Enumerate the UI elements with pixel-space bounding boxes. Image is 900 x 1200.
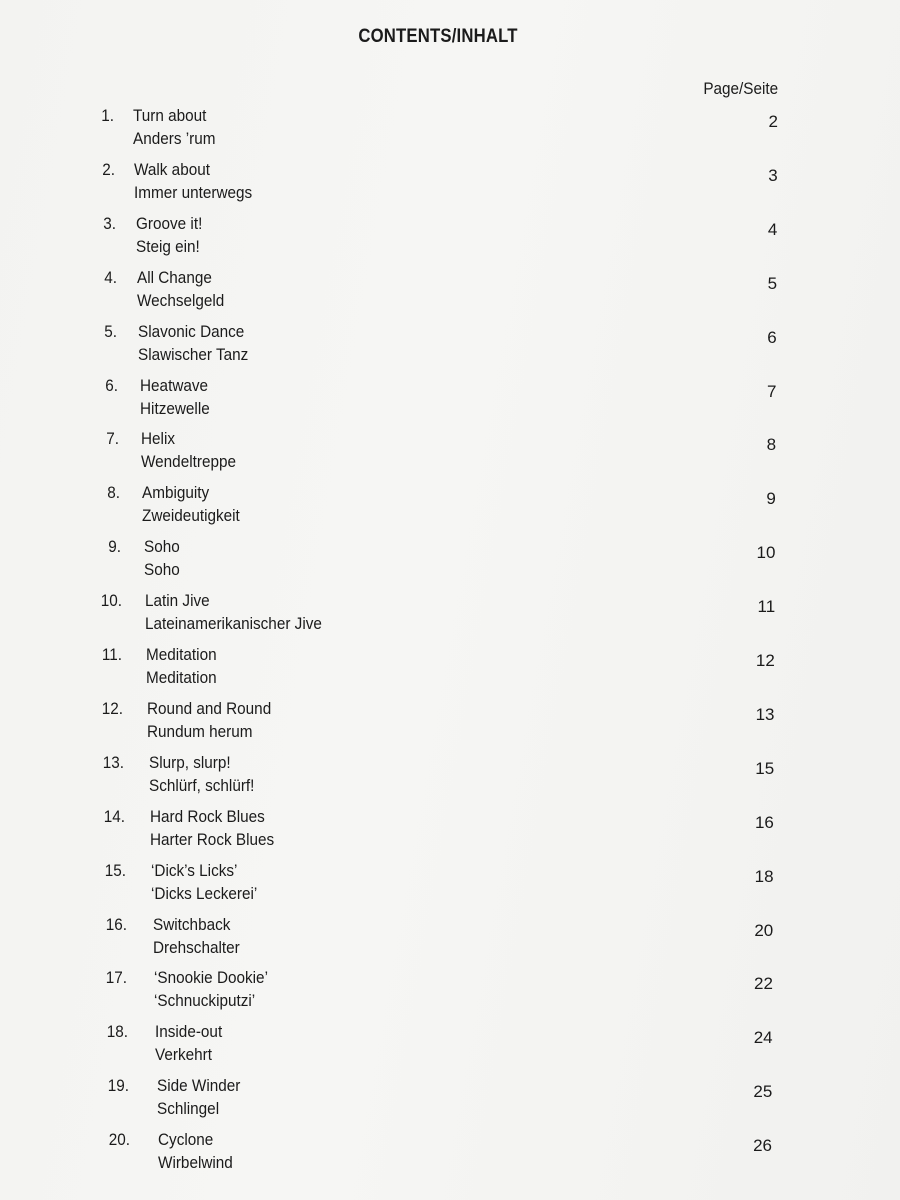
entry-page-number: 13 [755, 704, 775, 724]
list-item [0, 106, 900, 152]
list-item [0, 537, 900, 583]
entry-number: 6. [105, 375, 119, 395]
list-item [0, 160, 900, 206]
entry-page-number: 26 [753, 1136, 772, 1156]
entry-title-english: Turn about [133, 106, 207, 125]
entry-page-number: 15 [755, 758, 775, 778]
entry-number: 16. [105, 914, 127, 934]
entry-title-german: Soho [143, 560, 180, 580]
entry-number: 17. [106, 968, 128, 988]
list-item [0, 645, 900, 691]
list-item [0, 429, 900, 475]
entry-title-german: Anders ’rum [133, 129, 216, 148]
entry-title-english: Latin Jive [144, 591, 210, 611]
entry-title-german: Wirbelwind [158, 1153, 233, 1173]
entry-page-number: 12 [755, 651, 775, 670]
entry-title-german: Wendeltreppe [140, 452, 236, 472]
list-item [0, 915, 900, 961]
entry-page-number: 8 [766, 435, 777, 455]
entry-number: 7. [106, 429, 120, 449]
page-column-header: Page/Seite [703, 79, 778, 98]
entry-number: 13. [102, 752, 125, 772]
entry-page-number: 3 [768, 165, 778, 185]
entry-title-english: Groove it! [135, 213, 202, 233]
entry-title-english: Inside-out [155, 1022, 223, 1042]
list-item [0, 322, 900, 368]
entry-title-german: Meditation [146, 668, 217, 687]
entry-page-number: 7 [766, 381, 777, 401]
entry-number: 11. [102, 645, 123, 664]
entry-title-english: Walk about [134, 159, 211, 179]
entry-title-english: ‘Dick’s Licks’ [151, 860, 238, 880]
entry-number: 5. [104, 321, 118, 341]
entry-title-english: All Change [136, 267, 212, 287]
entry-number: 9. [107, 537, 121, 557]
entry-title-german: Schlürf, schlürf! [148, 775, 255, 795]
list-item [0, 699, 900, 745]
entry-title-german: Immer unterwegs [134, 182, 253, 202]
entry-page-number: 25 [753, 1082, 773, 1102]
entry-number: 15. [104, 860, 126, 880]
entry-page-number: 11 [757, 597, 776, 617]
entry-number: 19. [107, 1076, 130, 1096]
entry-number: 2. [102, 159, 115, 179]
entry-title-german: Slawischer Tanz [138, 344, 249, 364]
entry-number: 10. [100, 591, 122, 611]
entry-title-german: Steig ein! [135, 236, 200, 256]
list-item [0, 268, 900, 314]
entry-title-german: ‘Schnuckiputzi’ [154, 991, 256, 1011]
entry-page-number: 6 [767, 327, 777, 347]
entry-title-english: ‘Snookie Dookie’ [154, 968, 269, 988]
entry-page-number: 2 [768, 112, 778, 131]
page-title: CONTENTS/INHALT [358, 26, 518, 47]
list-item [0, 753, 900, 799]
entry-number: 1. [101, 106, 114, 125]
list-item [0, 807, 900, 853]
list-item [0, 591, 900, 637]
entry-title-english: Helix [140, 429, 175, 449]
entry-title-english: Side Winder [156, 1076, 241, 1096]
entry-page-number: 10 [756, 543, 776, 563]
entry-title-german: Lateinamerikanischer Jive [144, 614, 322, 634]
list-item [0, 483, 900, 529]
list-item [0, 1022, 900, 1068]
entry-title-german: Verkehrt [155, 1045, 213, 1065]
list-item [0, 968, 900, 1014]
list-item [0, 861, 900, 907]
entry-title-german: Harter Rock Blues [150, 829, 275, 849]
list-item [0, 1076, 900, 1122]
entry-title-english: Meditation [146, 645, 217, 664]
list-item [0, 376, 900, 422]
entry-title-german: Wechselgeld [136, 290, 225, 310]
list-item [0, 1130, 900, 1176]
entry-title-german: Zweideutigkeit [142, 506, 241, 526]
entry-title-english: Switchback [152, 914, 231, 934]
entry-title-german: ‘Dicks Leckerei’ [151, 883, 258, 903]
entry-page-number: 22 [754, 974, 773, 994]
entry-page-number: 18 [754, 866, 774, 886]
entry-number: 3. [102, 213, 116, 233]
entry-title-english: Cyclone [158, 1130, 214, 1150]
entry-title-german: Hitzewelle [139, 398, 210, 418]
entry-title-english: Hard Rock Blues [150, 806, 265, 826]
entry-page-number: 9 [766, 489, 776, 509]
entry-number: 18. [107, 1022, 129, 1042]
entry-title-english: Heatwave [139, 375, 208, 395]
entry-title-english: Slavonic Dance [138, 321, 245, 341]
entry-title-english: Slurp, slurp! [148, 752, 231, 772]
entry-page-number: 5 [767, 273, 778, 293]
entry-page-number: 24 [753, 1028, 773, 1048]
list-item [0, 214, 900, 260]
entry-title-german: Schlingel [156, 1099, 219, 1119]
entry-page-number: 20 [754, 920, 774, 940]
entry-number: 4. [103, 267, 117, 287]
entry-title-german: Rundum herum [147, 721, 253, 741]
entry-page-number: 16 [754, 812, 774, 832]
entry-number: 20. [108, 1130, 130, 1150]
entry-number: 14. [103, 806, 125, 826]
entry-title-english: Ambiguity [142, 483, 210, 503]
entry-title-english: Round and Round [147, 698, 272, 718]
entry-title-english: Soho [143, 537, 180, 557]
entry-title-german: Drehschalter [152, 937, 240, 957]
entry-page-number: 4 [767, 219, 778, 239]
entry-number: 12. [101, 698, 124, 718]
entry-number: 8. [107, 483, 120, 503]
